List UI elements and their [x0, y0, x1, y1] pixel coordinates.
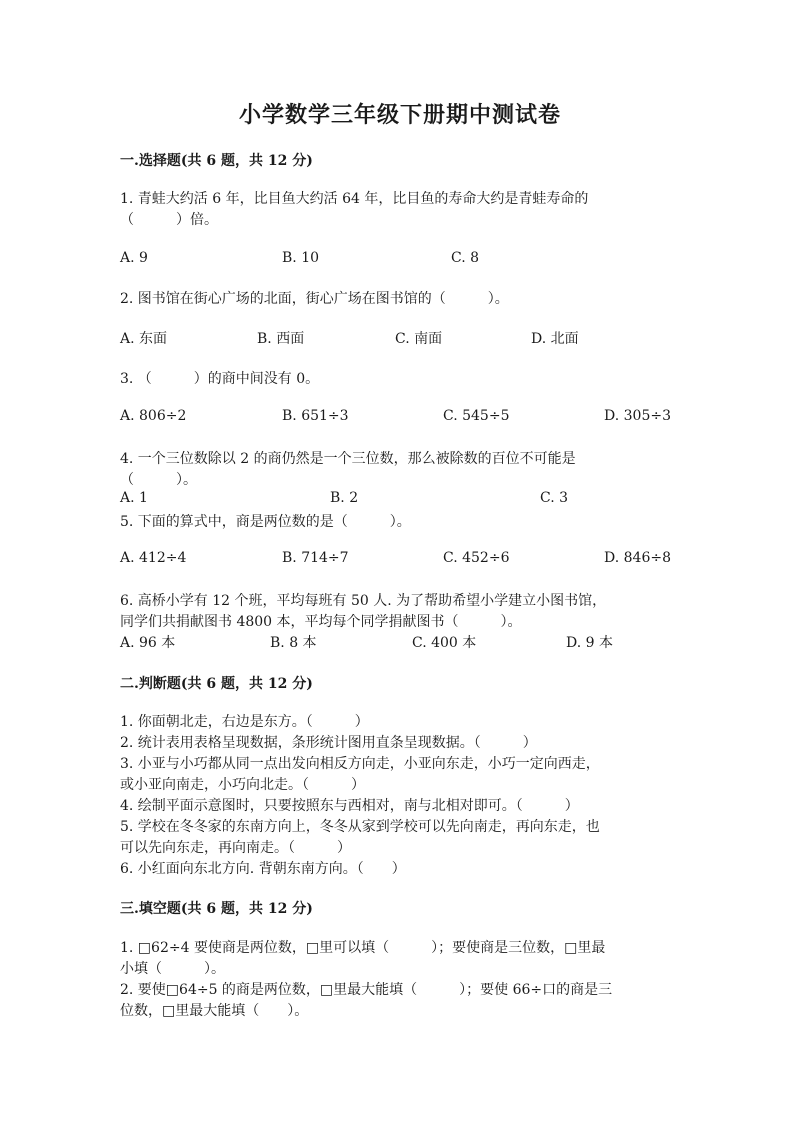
option-c: C. 8	[451, 250, 480, 266]
option-b: B. 2	[330, 490, 359, 506]
option-c: C. 400 本	[412, 635, 477, 651]
page-title: 小学数学三年级下册期中测试卷	[238, 102, 561, 128]
option-c: C. 545÷5	[443, 408, 510, 424]
option-c: C. 3	[540, 490, 569, 506]
section-heading-choice: 一.选择题(共 6 题，共 12 分)	[120, 153, 313, 169]
option-a: A. 806÷2	[120, 408, 187, 424]
option-b: B. 651÷3	[282, 408, 349, 424]
question-text: 3. （ ）的商中间没有 0。	[120, 371, 320, 387]
option-d: D. 305÷3	[604, 408, 671, 424]
question-text: 2. 图书馆在街心广场的北面，街心广场在图书馆的（ ）。	[120, 291, 509, 307]
judge-line: 4. 绘制平面示意图时，只要按照东与西相对，南与北相对即可。（ ）	[120, 798, 579, 814]
option-b: B. 西面	[257, 331, 305, 347]
judge-line: 5. 学校在冬冬家的东南方向上，冬冬从家到学校可以先向南走，再向东走，也	[120, 819, 600, 835]
fill-line: 小填（ ）。	[120, 961, 225, 977]
question-text: 4. 一个三位数除以 2 的商仍然是一个三位数，那么被除数的百位不可能是	[120, 451, 576, 467]
question-text: 5. 下面的算式中，商是两位数的是（ ）。	[120, 514, 411, 530]
option-c: C. 南面	[395, 331, 443, 347]
option-d: D. 9 本	[566, 635, 613, 651]
option-b: B. 714÷7	[282, 550, 349, 566]
judge-line: 或小亚向南走，小巧向北走。（ ）	[120, 777, 365, 793]
option-a: A. 96 本	[120, 635, 176, 651]
question-text: 1. 青蛙大约活 6 年，比目鱼大约活 64 年，比目鱼的寿命大约是青蛙寿命的	[120, 191, 589, 207]
judge-line: 6. 小红面向东北方向. 背朝东南方向。（ ）	[120, 861, 406, 877]
section-heading-judge: 二.判断题(共 6 题，共 12 分)	[120, 676, 313, 692]
fill-line: 2. 要使□64÷5 的商是两位数，□里最大能填（ ）；要使 66÷口的商是三	[120, 982, 613, 998]
fill-line: 1. □62÷4 要使商是两位数，□里可以填（ ）；要使商是三位数，□里最	[120, 940, 606, 956]
option-b: B. 8 本	[270, 635, 317, 651]
fill-line: 位数，□里最大能填（ ）。	[120, 1003, 309, 1019]
question-text: 6. 高桥小学有 12 个班，平均每班有 50 人. 为了帮助希望小学建立小图书馆，	[120, 593, 607, 609]
judge-line: 3. 小亚与小巧都从同一点出发向相反方向走，小亚向东走，小巧一定向西走，	[120, 756, 600, 772]
question-text: （ ）。	[120, 472, 197, 488]
option-d: D. 846÷8	[604, 550, 671, 566]
question-text: （ ）倍。	[120, 212, 218, 228]
option-a: A. 东面	[120, 331, 168, 347]
judge-line: 可以先向东走，再向南走。（ ）	[120, 840, 351, 856]
option-b: B. 10	[282, 250, 320, 266]
option-a: A. 412÷4	[120, 550, 187, 566]
section-heading-fill: 三.填空题(共 6 题，共 12 分)	[120, 901, 313, 917]
option-a: A. 9	[120, 250, 148, 266]
judge-line: 1. 你面朝北走，右边是东方。（ ）	[120, 714, 369, 730]
option-c: C. 452÷6	[443, 550, 510, 566]
judge-line: 2. 统计表用表格呈现数据，条形统计图用直条呈现数据。（ ）	[120, 735, 537, 751]
option-d: D. 北面	[531, 331, 579, 347]
option-a: A. 1	[120, 490, 148, 506]
question-text: 同学们共捐献图书 4800 本，平均每个同学捐献图书（ ）。	[120, 614, 522, 630]
